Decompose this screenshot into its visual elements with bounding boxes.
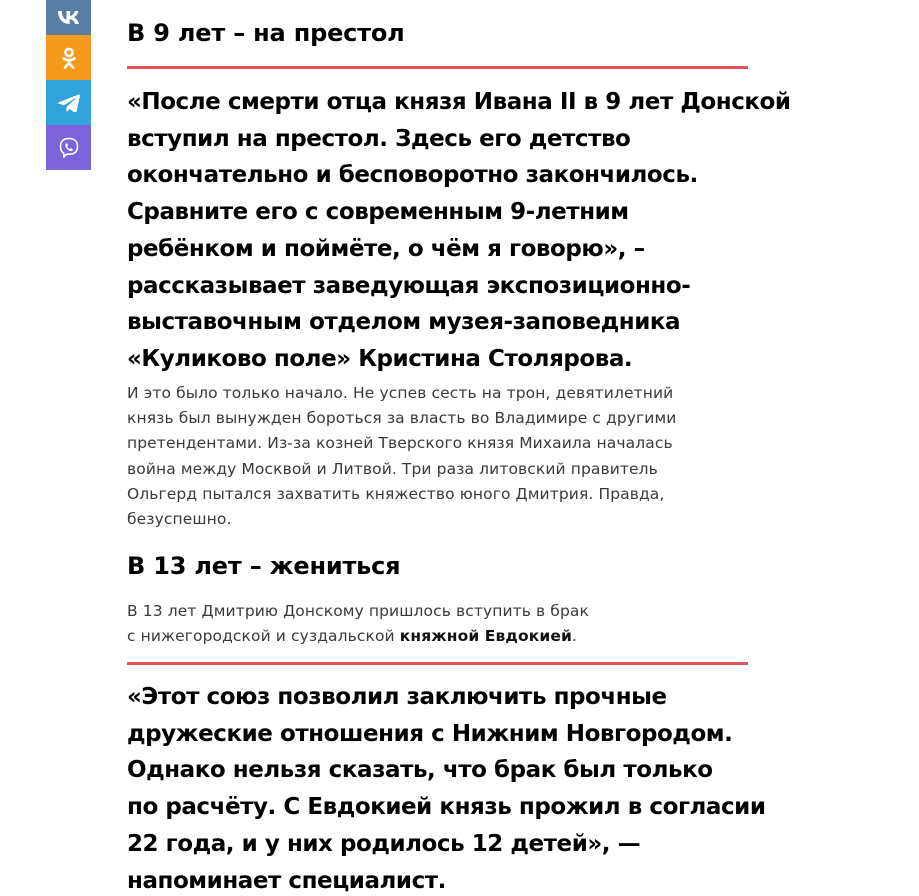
paragraph-line: И это было только начало. Не успев сесть на трон, девятилетний — [127, 384, 674, 402]
highlight-text: княжной Евдокией — [399, 627, 572, 646]
body-paragraph — [127, 381, 727, 532]
section-heading-13-years: В 13 лет – жениться — [127, 552, 401, 580]
paragraph-line: В 13 лет Дмитрию Донскому пришлось вступить в брак — [127, 602, 589, 620]
quote-line: 22 года, и у них родилось 12 детей», — — [127, 830, 641, 857]
quote-line: выставочным отделом музея-заповедника — [127, 309, 681, 336]
quote-line: Сравните его с современным 9-летним — [127, 199, 629, 226]
paragraph-line: князь был вынужден бороться за власть во Владимире с другими — [127, 409, 677, 428]
quote-line: Однако нельзя сказать, что брак был только — [127, 757, 713, 784]
social-share-bar — [46, 0, 91, 170]
paragraph-line: претендентами. Из-за козней Тверского князя Михаила началась — [127, 434, 673, 453]
telegram-icon — [58, 94, 80, 112]
section-heading-9-years: В 9 лет – на престол — [127, 19, 405, 47]
body-paragraph — [127, 599, 727, 649]
paragraph-line: война между Москвой и Литвой. Три раза литовский правитель — [127, 459, 658, 478]
paragraph-line: Ольгерд пытался захватить княжество юного Дмитрия. Правда, — [127, 484, 665, 503]
quote-line: рассказывает заведующая экспозиционно- — [127, 272, 691, 299]
paragraph-line: безуспешно. — [127, 510, 232, 529]
vk-icon — [58, 11, 80, 24]
paragraph-text: . — [571, 627, 577, 646]
share-telegram-button[interactable] — [46, 80, 91, 125]
quote-line: окончательно и бесповоротно закончилось. — [127, 162, 698, 189]
share-viber-button[interactable] — [46, 125, 91, 170]
quote-line: «После смерти отца князя Ивана II в 9 лет Донской — [127, 89, 791, 115]
quote-divider — [127, 662, 748, 665]
share-odnoklassniki-button[interactable] — [46, 35, 91, 80]
quote-block — [127, 679, 766, 896]
viber-icon — [57, 136, 81, 160]
quote-line: по расчёту. С Евдокией князь прожил в согласии — [127, 794, 766, 821]
share-vk-button[interactable] — [46, 0, 91, 35]
quote-line: дружеские отношения с Нижним Новгородом. — [127, 720, 733, 747]
quote-line: ребёнком и поймёте, о чём я говорю», – — [127, 235, 645, 262]
quote-line: вступил на престол. Здесь его детство — [127, 125, 631, 152]
quote-divider — [127, 66, 748, 69]
quote-line: «Куликово поле» Кристина Столярова. — [127, 345, 633, 372]
quote-line: «Этот союз позволил заключить прочные — [127, 684, 667, 710]
odnoklassniki-icon — [62, 47, 76, 69]
quote-block — [127, 84, 791, 378]
paragraph-text: с нижегородской и суздальской — [127, 627, 400, 646]
paragraph-line — [127, 624, 727, 649]
quote-line: напоминает специалист. — [127, 867, 446, 894]
